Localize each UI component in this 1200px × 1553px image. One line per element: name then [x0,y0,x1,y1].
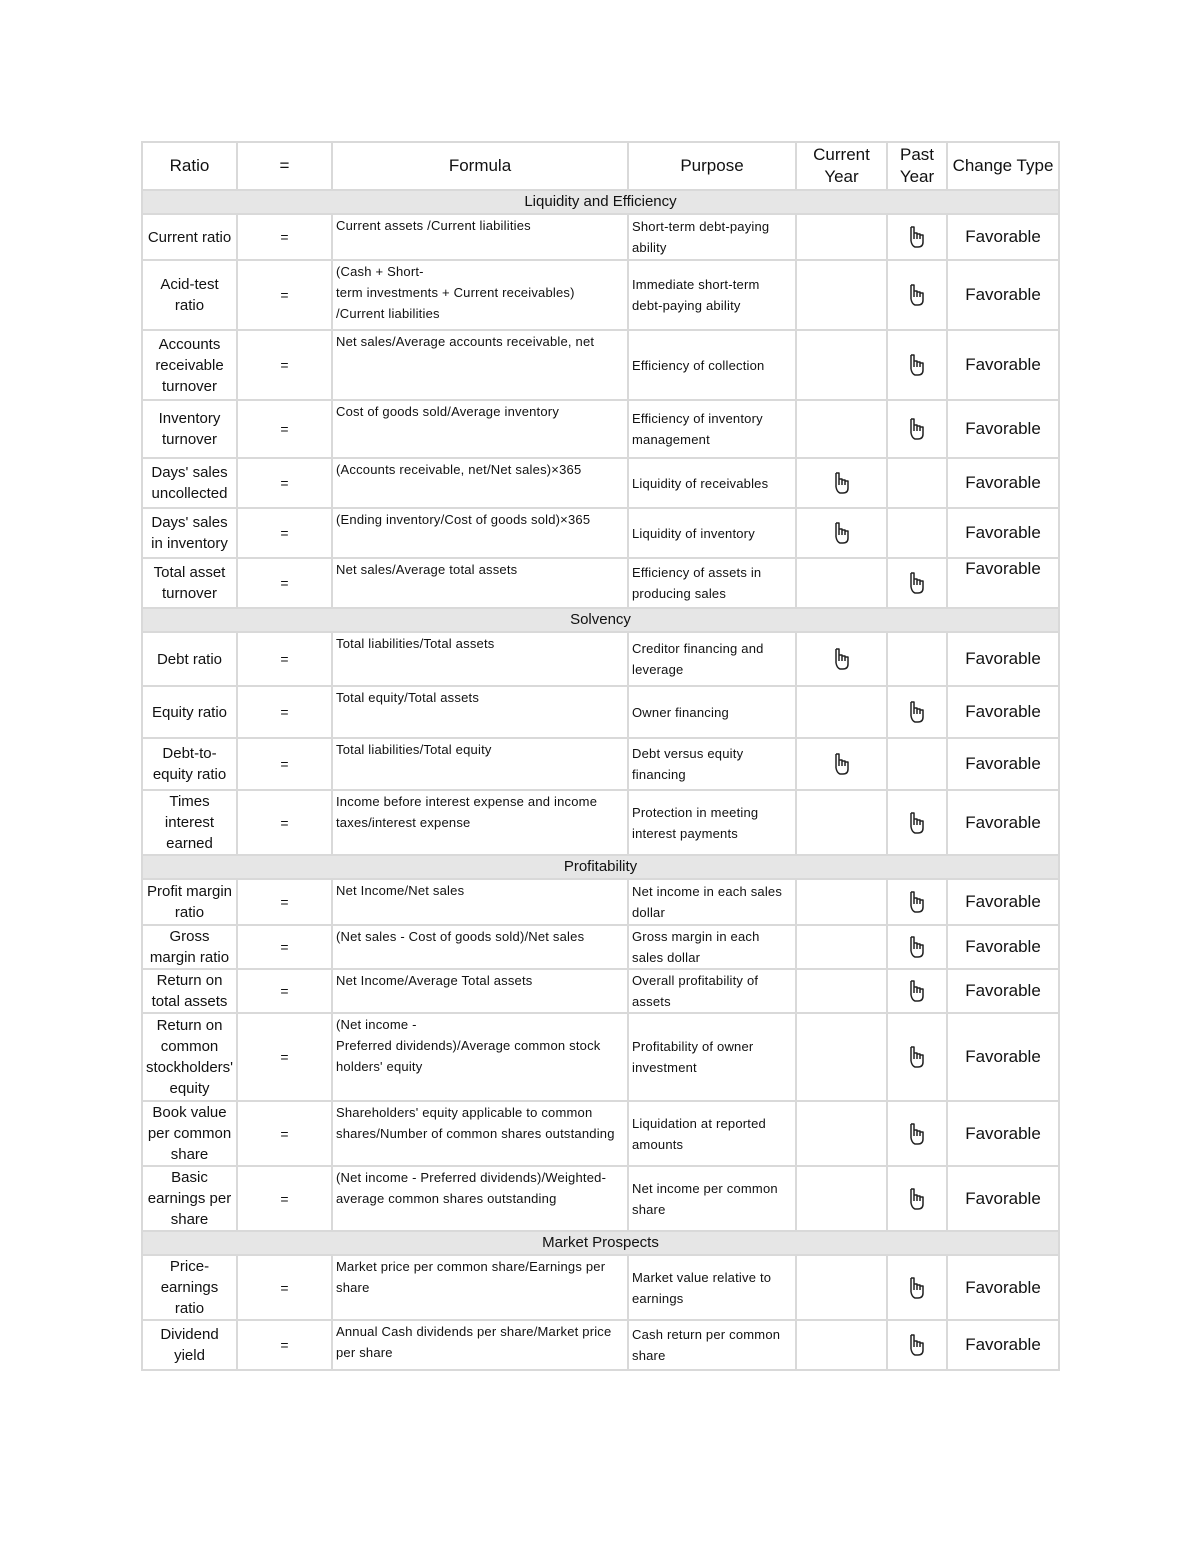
purpose-text: Liquidation at reported amounts [628,1101,796,1166]
table-row [142,969,1059,1013]
purpose-text: Overall profitability of assets [628,969,796,1013]
past-year-cell[interactable] [887,214,947,260]
hand-pointer-icon [833,752,851,776]
header-current-year: Current Year [796,142,887,190]
table-row [142,738,1059,790]
ratio-name: Equity ratio [142,686,237,738]
past-year-cell[interactable] [887,330,947,400]
equals-sign: = [237,686,332,738]
change-type: Favorable [947,790,1059,855]
ratio-name: Times interest earned [142,790,237,855]
equals-sign: = [237,1101,332,1166]
table-row [142,458,1059,508]
hand-pointer-icon [908,935,926,959]
section-title: Liquidity and Efficiency [142,190,1059,214]
purpose-text: Efficiency of assets in producing sales [628,558,796,608]
table-row [142,1013,1059,1101]
ratio-name: Inventory turnover [142,400,237,458]
current-year-cell[interactable] [796,558,887,608]
table-row [142,1255,1059,1320]
change-type: Favorable [947,330,1059,400]
formula-text: Shareholders' equity applicable to common shares/Number of common shares outstanding [332,1101,628,1166]
past-year-cell[interactable] [887,1166,947,1231]
equals-sign: = [237,1255,332,1320]
past-year-cell[interactable] [887,458,947,508]
change-type: Favorable [947,260,1059,330]
change-type: Favorable [947,1320,1059,1370]
current-year-cell[interactable] [796,400,887,458]
hand-pointer-icon [833,647,851,671]
current-year-cell[interactable] [796,790,887,855]
equals-sign: = [237,558,332,608]
ratio-name: Debt-to-equity ratio [142,738,237,790]
past-year-cell[interactable] [887,1255,947,1320]
past-year-cell[interactable] [887,1320,947,1370]
ratio-name: Basic earnings per share [142,1166,237,1231]
current-year-cell[interactable] [796,969,887,1013]
current-year-cell[interactable] [796,458,887,508]
formula-text: (Cash + Short- term investments + Current receivables) /Current liabilities [332,260,628,330]
past-year-cell[interactable] [887,1101,947,1166]
change-type: Favorable [947,1101,1059,1166]
purpose-text: Protection in meeting interest payments [628,790,796,855]
section-row [142,190,1059,214]
formula-text: Income before interest expense and income taxes/interest expense [332,790,628,855]
ratio-name: Current ratio [142,214,237,260]
table-row [142,508,1059,558]
equals-sign: = [237,925,332,969]
ratio-name: Return on total assets [142,969,237,1013]
change-type: Favorable [947,558,1059,608]
formula-text: Market price per common share/Earnings per share [332,1255,628,1320]
past-year-cell[interactable] [887,508,947,558]
past-year-cell[interactable] [887,260,947,330]
purpose-text: Efficiency of inventory management [628,400,796,458]
header-formula: Formula [332,142,628,190]
equals-sign: = [237,790,332,855]
equals-sign: = [237,1166,332,1231]
ratio-analysis-sheet [141,141,1058,1371]
hand-pointer-icon [908,890,926,914]
change-type: Favorable [947,1255,1059,1320]
ratio-name: Days' sales in inventory [142,508,237,558]
hand-pointer-icon [908,1045,926,1069]
hand-pointer-icon [908,1187,926,1211]
table-row [142,686,1059,738]
hand-pointer-icon [908,1333,926,1357]
hand-pointer-icon [908,283,926,307]
current-year-cell[interactable] [796,738,887,790]
change-type: Favorable [947,632,1059,686]
formula-text: Total liabilities/Total assets [332,632,628,686]
hand-pointer-icon [908,417,926,441]
ratio-name: Price-earnings ratio [142,1255,237,1320]
change-type: Favorable [947,879,1059,925]
purpose-text: Liquidity of inventory [628,508,796,558]
purpose-text: Immediate short-term debt-paying ability [628,260,796,330]
ratio-name: Debt ratio [142,632,237,686]
equals-sign: = [237,400,332,458]
section-title: Solvency [142,608,1059,632]
current-year-cell[interactable] [796,632,887,686]
purpose-text: Creditor financing and leverage [628,632,796,686]
section-row [142,608,1059,632]
section-row [142,1231,1059,1255]
purpose-text: Net income in each sales dollar [628,879,796,925]
past-year-cell[interactable] [887,738,947,790]
table-row [142,790,1059,855]
section-row [142,855,1059,879]
table-row [142,1101,1059,1166]
ratio-name: Days' sales uncollected [142,458,237,508]
formula-text: Net Income/Average Total assets [332,969,628,1013]
current-year-cell[interactable] [796,925,887,969]
equals-sign: = [237,458,332,508]
formula-text: Net sales/Average total assets [332,558,628,608]
purpose-text: Net income per common share [628,1166,796,1231]
past-year-cell[interactable] [887,925,947,969]
formula-text: Total equity/Total assets [332,686,628,738]
header-purpose: Purpose [628,142,796,190]
table-row [142,260,1059,330]
equals-sign: = [237,632,332,686]
ratio-name: Gross margin ratio [142,925,237,969]
table-row [142,1320,1059,1370]
header-ratio: Ratio [142,142,237,190]
past-year-cell[interactable] [887,558,947,608]
ratio-name: Acid-test ratio [142,260,237,330]
equals-sign: = [237,508,332,558]
header-change-type: Change Type [947,142,1059,190]
purpose-text: Debt versus equity financing [628,738,796,790]
ratio-name: Accounts receivable turnover [142,330,237,400]
change-type: Favorable [947,1166,1059,1231]
header-past-year: Past Year [887,142,947,190]
current-year-cell[interactable] [796,214,887,260]
purpose-text: Gross margin in each sales dollar [628,925,796,969]
past-year-cell[interactable] [887,400,947,458]
past-year-cell[interactable] [887,1013,947,1101]
equals-sign: = [237,1013,332,1101]
change-type: Favorable [947,214,1059,260]
current-year-cell[interactable] [796,260,887,330]
change-type: Favorable [947,400,1059,458]
current-year-cell[interactable] [796,1320,887,1370]
current-year-cell[interactable] [796,686,887,738]
purpose-text: Profitability of owner investment [628,1013,796,1101]
formula-text: (Net sales - Cost of goods sold)/Net sales [332,925,628,969]
table-row [142,214,1059,260]
hand-pointer-icon [908,979,926,1003]
hand-pointer-icon [833,521,851,545]
table-row [142,925,1059,969]
section-title: Market Prospects [142,1231,1059,1255]
current-year-cell[interactable] [796,1013,887,1101]
change-type: Favorable [947,969,1059,1013]
formula-text: (Accounts receivable, net/Net sales)×365 [332,458,628,508]
current-year-cell[interactable] [796,508,887,558]
equals-sign: = [237,1320,332,1370]
equals-sign: = [237,330,332,400]
equals-sign: = [237,969,332,1013]
formula-text: Cost of goods sold/Average inventory [332,400,628,458]
purpose-text: Liquidity of receivables [628,458,796,508]
hand-pointer-icon [908,353,926,377]
hand-pointer-icon [908,225,926,249]
current-year-cell[interactable] [796,1255,887,1320]
formula-text: Net Income/Net sales [332,879,628,925]
table-row [142,330,1059,400]
current-year-cell[interactable] [796,879,887,925]
formula-text: (Net income - Preferred dividends)/Average common stock holders' equity [332,1013,628,1101]
purpose-text: Market value relative to earnings [628,1255,796,1320]
table-row [142,1166,1059,1231]
formula-text: Total liabilities/Total equity [332,738,628,790]
purpose-text: Efficiency of collection [628,330,796,400]
hand-pointer-icon [833,471,851,495]
current-year-cell[interactable] [796,1166,887,1231]
past-year-cell[interactable] [887,790,947,855]
header-row [142,142,1059,190]
table-row [142,558,1059,608]
formula-text: (Net income - Preferred dividends)/Weighted-average common shares outstanding [332,1166,628,1231]
hand-pointer-icon [908,700,926,724]
change-type: Favorable [947,508,1059,558]
ratio-name: Dividend yield [142,1320,237,1370]
ratio-name: Return on common stockholders' equity [142,1013,237,1101]
formula-text: (Ending inventory/Cost of goods sold)×365 [332,508,628,558]
change-type: Favorable [947,925,1059,969]
hand-pointer-icon [908,811,926,835]
current-year-cell[interactable] [796,1101,887,1166]
formula-text: Net sales/Average accounts receivable, net [332,330,628,400]
equals-sign: = [237,214,332,260]
equals-sign: = [237,879,332,925]
purpose-text: Short-term debt-paying ability [628,214,796,260]
change-type: Favorable [947,738,1059,790]
past-year-cell[interactable] [887,632,947,686]
header-equals: = [237,142,332,190]
purpose-text: Owner financing [628,686,796,738]
section-title: Profitability [142,855,1059,879]
equals-sign: = [237,260,332,330]
hand-pointer-icon [908,571,926,595]
change-type: Favorable [947,458,1059,508]
past-year-cell[interactable] [887,969,947,1013]
ratio-name: Book value per common share [142,1101,237,1166]
purpose-text: Cash return per common share [628,1320,796,1370]
ratio-name: Total asset turnover [142,558,237,608]
formula-text: Current assets /Current liabilities [332,214,628,260]
ratio-table [141,141,1060,1371]
hand-pointer-icon [908,1276,926,1300]
current-year-cell[interactable] [796,330,887,400]
table-row [142,879,1059,925]
table-row [142,400,1059,458]
past-year-cell[interactable] [887,686,947,738]
equals-sign: = [237,738,332,790]
change-type: Favorable [947,686,1059,738]
table-row [142,632,1059,686]
formula-text: Annual Cash dividends per share/Market price per share [332,1320,628,1370]
past-year-cell[interactable] [887,879,947,925]
ratio-name: Profit margin ratio [142,879,237,925]
hand-pointer-icon [908,1122,926,1146]
change-type: Favorable [947,1013,1059,1101]
